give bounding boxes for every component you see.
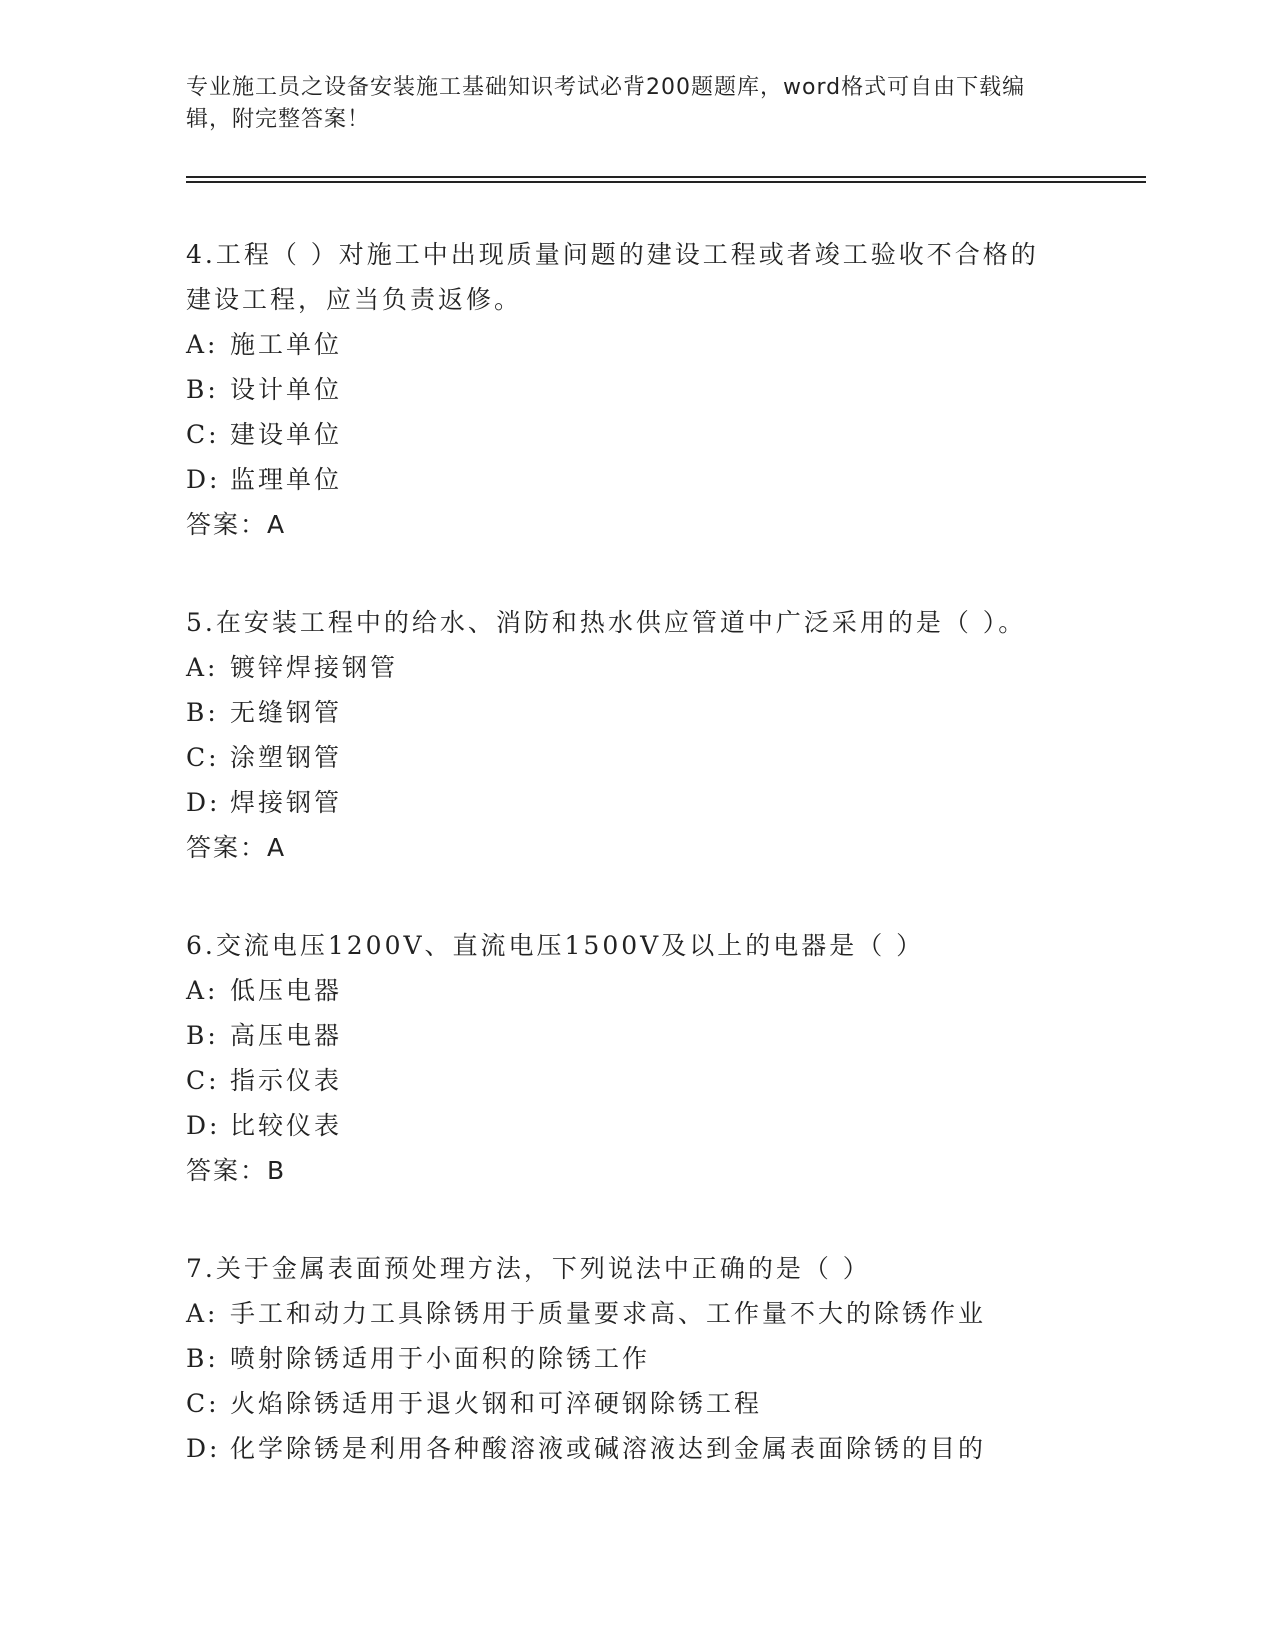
option-text: 化学除锈是利用各种酸溶液或碱溶液达到金属表面除锈的目的: [230, 1434, 987, 1463]
option-b: [186, 1336, 1086, 1381]
question-list: [186, 232, 1086, 1523]
answer-line: 答案：A: [186, 510, 287, 539]
option-letter: A:: [186, 330, 219, 359]
option-letter: D:: [186, 465, 221, 494]
option-text: 施工单位: [230, 330, 343, 359]
option-text: 建设单位: [230, 420, 343, 449]
question-5: [186, 600, 1086, 871]
option-letter: D:: [186, 1111, 221, 1140]
option-text: 设计单位: [230, 375, 343, 404]
header-divider-bottom: [186, 181, 1146, 183]
option-a: [186, 1291, 1086, 1336]
option-letter: A:: [186, 653, 219, 682]
option-text: 无缝钢管: [230, 698, 343, 727]
option-b: [186, 367, 1086, 412]
option-text: 监理单位: [230, 465, 343, 494]
option-c: [186, 1058, 1086, 1103]
option-d: [186, 457, 1086, 502]
option-d: [186, 780, 1086, 825]
answer-line: 答案：B: [186, 1156, 287, 1185]
option-d: [186, 1426, 1086, 1471]
option-d: [186, 1103, 1086, 1148]
question-stem: 7.关于金属表面预处理方法，下列说法中正确的是（ ）: [186, 1254, 871, 1283]
option-text: 指示仪表: [230, 1066, 343, 1095]
option-text: 火焰除锈适用于退火钢和可淬硬钢除锈工程: [230, 1389, 763, 1418]
option-text: 手工和动力工具除锈用于质量要求高、工作量不大的除锈作业: [230, 1299, 987, 1328]
answer-line: 答案：A: [186, 833, 287, 862]
option-letter: D:: [186, 788, 221, 817]
option-letter: B:: [186, 698, 219, 727]
question-stem: 4.工程（ ）对施工中出现质量问题的建设工程或者竣工验收不合格的建设工程，应当负责返修。: [186, 240, 1039, 314]
option-b: [186, 690, 1086, 735]
option-letter: C:: [186, 1389, 220, 1418]
option-letter: C:: [186, 1066, 220, 1095]
option-text: 低压电器: [230, 976, 343, 1005]
option-text: 涂塑钢管: [230, 743, 343, 772]
option-letter: C:: [186, 420, 220, 449]
option-letter: D:: [186, 1434, 221, 1463]
option-letter: B:: [186, 1344, 219, 1373]
option-c: [186, 412, 1086, 457]
question-6: [186, 923, 1086, 1194]
option-letter: A:: [186, 976, 219, 1005]
option-text: 比较仪表: [230, 1111, 343, 1140]
option-letter: B:: [186, 375, 219, 404]
option-letter: C:: [186, 743, 220, 772]
option-c: [186, 735, 1086, 780]
document-header: 专业施工员之设备安装施工基础知识考试必背200题题库，word格式可自由下载编辑，附完整答案！: [186, 75, 1026, 132]
option-letter: A:: [186, 1299, 219, 1328]
option-b: [186, 1013, 1086, 1058]
option-text: 喷射除锈适用于小面积的除锈工作: [230, 1344, 651, 1373]
question-7: [186, 1246, 1086, 1471]
option-a: [186, 968, 1086, 1013]
option-text: 镀锌焊接钢管: [230, 653, 399, 682]
option-a: [186, 645, 1086, 690]
question-stem: 5.在安装工程中的给水、消防和热水供应管道中广泛采用的是（ ）。: [186, 608, 1027, 637]
option-letter: B:: [186, 1021, 219, 1050]
option-text: 高压电器: [230, 1021, 343, 1050]
header-divider-top: [186, 176, 1146, 178]
question-stem: 6.交流电压1200V、直流电压1500V及以上的电器是（ ）: [186, 931, 925, 960]
option-c: [186, 1381, 1086, 1426]
option-a: [186, 322, 1086, 367]
option-text: 焊接钢管: [230, 788, 343, 817]
question-4: [186, 232, 1086, 548]
